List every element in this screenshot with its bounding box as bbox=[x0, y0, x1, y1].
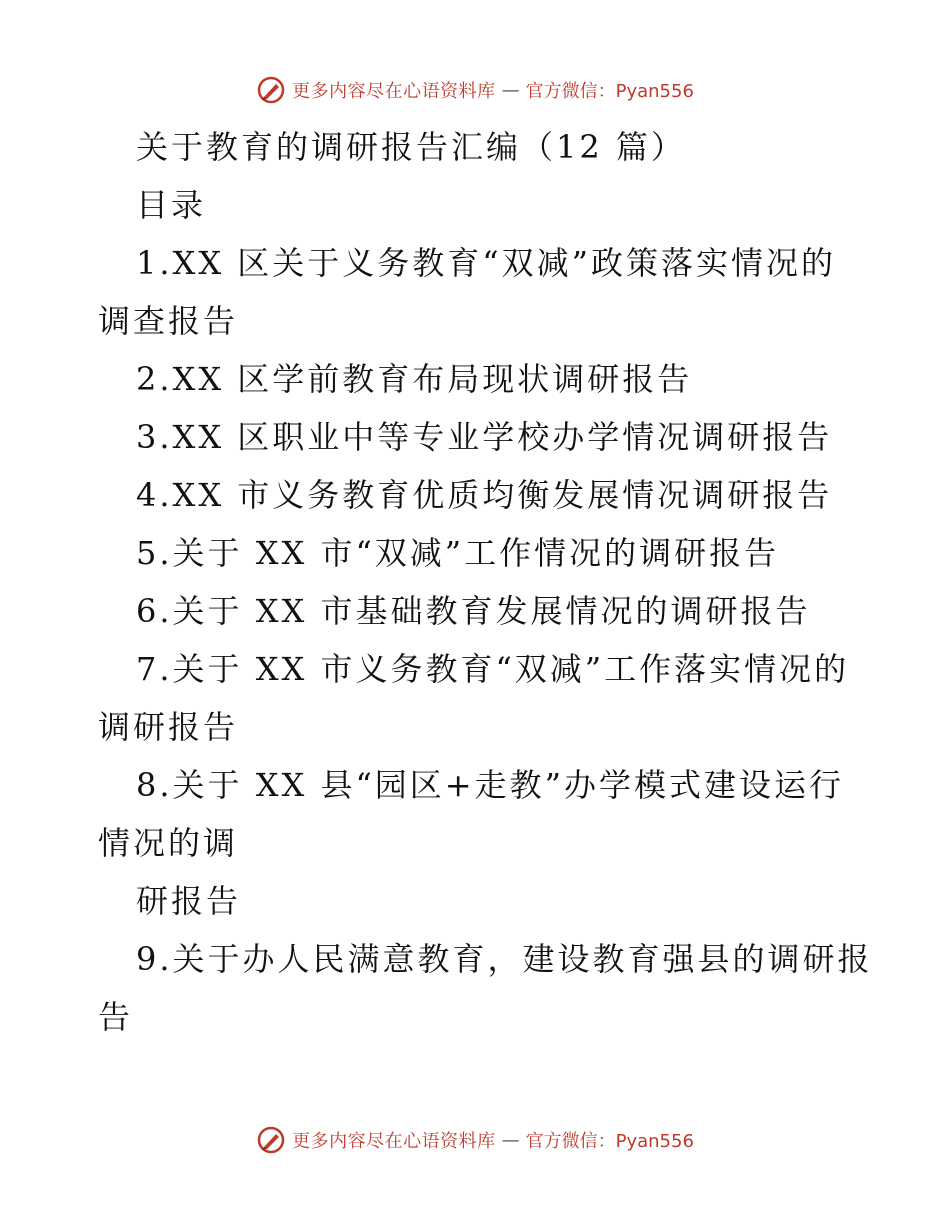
banner-text: 更多内容尽在心语资料库 bbox=[292, 81, 496, 102]
toc-line: 7.关于 XX 市义务教育“双减”工作落实情况的 bbox=[136, 650, 850, 688]
document-title: 关于教育的调研报告汇编（12 篇） bbox=[136, 128, 686, 166]
toc-line: 6.关于 XX 市基础教育发展情况的调研报告 bbox=[136, 592, 811, 630]
toc-line: 调研报告 bbox=[98, 708, 239, 746]
pen-logo-icon bbox=[256, 1125, 286, 1155]
banner-text: 更多内容尽在心语资料库 bbox=[292, 1131, 496, 1152]
toc-line: 9.关于办人民满意教育，建设教育强县的调研报 bbox=[136, 940, 873, 978]
document-body bbox=[98, 118, 873, 1046]
toc-line: 3.XX 区职业中等专业学校办学情况调研报告 bbox=[136, 418, 833, 456]
toc-list bbox=[98, 234, 873, 1046]
pen-logo-icon bbox=[256, 75, 286, 105]
toc-line: 研报告 bbox=[136, 882, 242, 920]
toc-line: 情况的调 bbox=[98, 824, 239, 862]
toc-line: 1.XX 区关于义务教育“双减”政策落实情况的 bbox=[136, 244, 836, 282]
toc-line: 4.XX 市义务教育优质均衡发展情况调研报告 bbox=[136, 476, 833, 514]
toc-heading: 目录 bbox=[136, 186, 207, 224]
header-watermark-banner bbox=[0, 70, 950, 110]
toc-line: 8.关于 XX 县“园区+走教”办学模式建设运行 bbox=[136, 766, 844, 804]
banner-contact: 官方微信：Pyan556 bbox=[525, 1131, 694, 1152]
toc-line: 告 bbox=[98, 998, 134, 1036]
toc-line: 调查报告 bbox=[98, 302, 239, 340]
footer-watermark-banner bbox=[0, 1120, 950, 1160]
banner-contact: 官方微信：Pyan556 bbox=[525, 81, 694, 102]
toc-line: 2.XX 区学前教育布局现状调研报告 bbox=[136, 360, 693, 398]
banner-separator: — bbox=[501, 79, 520, 101]
toc-line: 5.关于 XX 市“双减”工作情况的调研报告 bbox=[136, 534, 780, 572]
banner-separator: — bbox=[501, 1129, 520, 1151]
